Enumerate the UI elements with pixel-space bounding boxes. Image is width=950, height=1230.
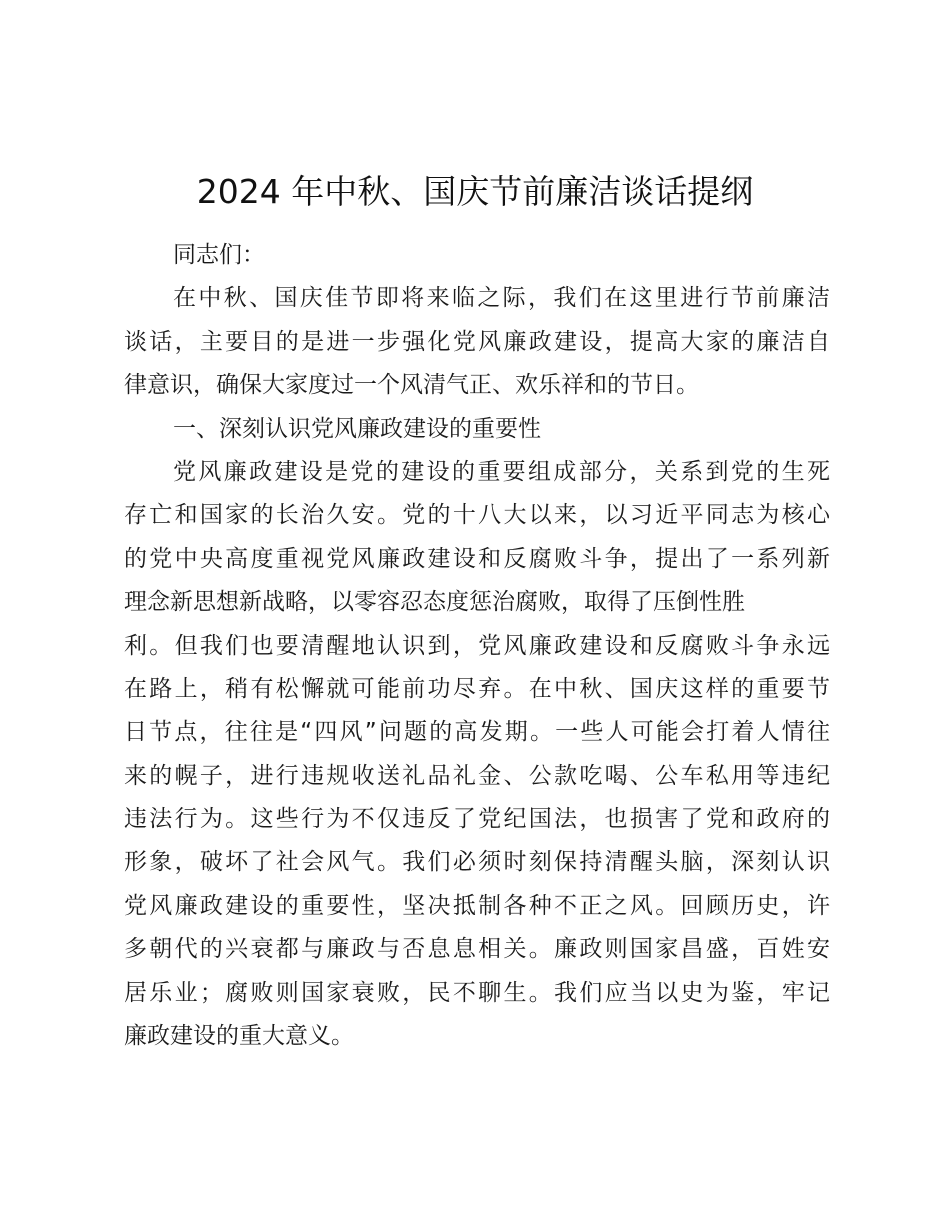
paragraph-2-line-2: 存亡和国家的长治久安。党的十八大以来，以习近平同志为核心 [124, 502, 830, 529]
paragraph-1-line-2: 谈话，主要目的是进一步强化党风廉政建设，提高大家的廉洁自 [124, 328, 830, 355]
paragraph-2-line-12: 多朝代的兴衰都与廉政与否息息相关。廉政则国家昌盛，百姓安 [124, 936, 830, 963]
paragraph-2-line-8: 来的幌子，进行违规收送礼品礼金、公款吃喝、公车私用等违纪 [124, 762, 830, 789]
section-heading-1: 一、深刻认识党风廉政建设的重要性 [173, 415, 541, 442]
paragraph-2-line-14: 廉政建设的重大意义。 [124, 1023, 354, 1050]
paragraph-2-line-9: 违法行为。这些行为不仅违反了党纪国法，也损害了党和政府的 [124, 806, 830, 833]
paragraph-2-line-10: 形象，破坏了社会风气。我们必须时刻保持清醒头脑，深刻认识 [124, 849, 830, 876]
paragraph-2-line-4: 理念新思想新战略，以零容忍态度惩治腐败，取得了压倒性胜 [124, 589, 745, 616]
paragraph-1-line-1: 在中秋、国庆佳节即将来临之际，我们在这里进行节前廉洁 [173, 285, 830, 312]
paragraph-2-line-1: 党风廉政建设是党的建设的重要组成部分，关系到党的生死 [173, 458, 830, 485]
paragraph-2-line-7: 日节点，往往是“四风”问题的高发期。一些人可能会打着人情往 [124, 719, 830, 746]
salutation-line: 同志们： [173, 242, 265, 268]
document-title: 2024 年中秋、国庆节前廉洁谈话提纲 [196, 172, 754, 211]
paragraph-1-line-3: 律意识，确保大家度过一个风清气正、欢乐祥和的节日。 [124, 372, 699, 399]
paragraph-2-line-11: 党风廉政建设的重要性，坚决抵制各种不正之风。回顾历史，许 [124, 892, 830, 919]
paragraph-2-line-13: 居乐业；腐败则国家衰败，民不聊生。我们应当以史为鉴，牢记 [124, 979, 830, 1006]
document-body [124, 234, 830, 1058]
paragraph-2-line-5: 利。但我们也要清醒地认识到，党风廉政建设和反腐败斗争永远 [124, 632, 830, 659]
paragraph-2-line-6: 在路上，稍有松懈就可能前功尽弃。在中秋、国庆这样的重要节 [124, 675, 830, 702]
paragraph-2-line-3: 的党中央高度重视党风廉政建设和反腐败斗争，提出了一系列新 [124, 545, 830, 572]
